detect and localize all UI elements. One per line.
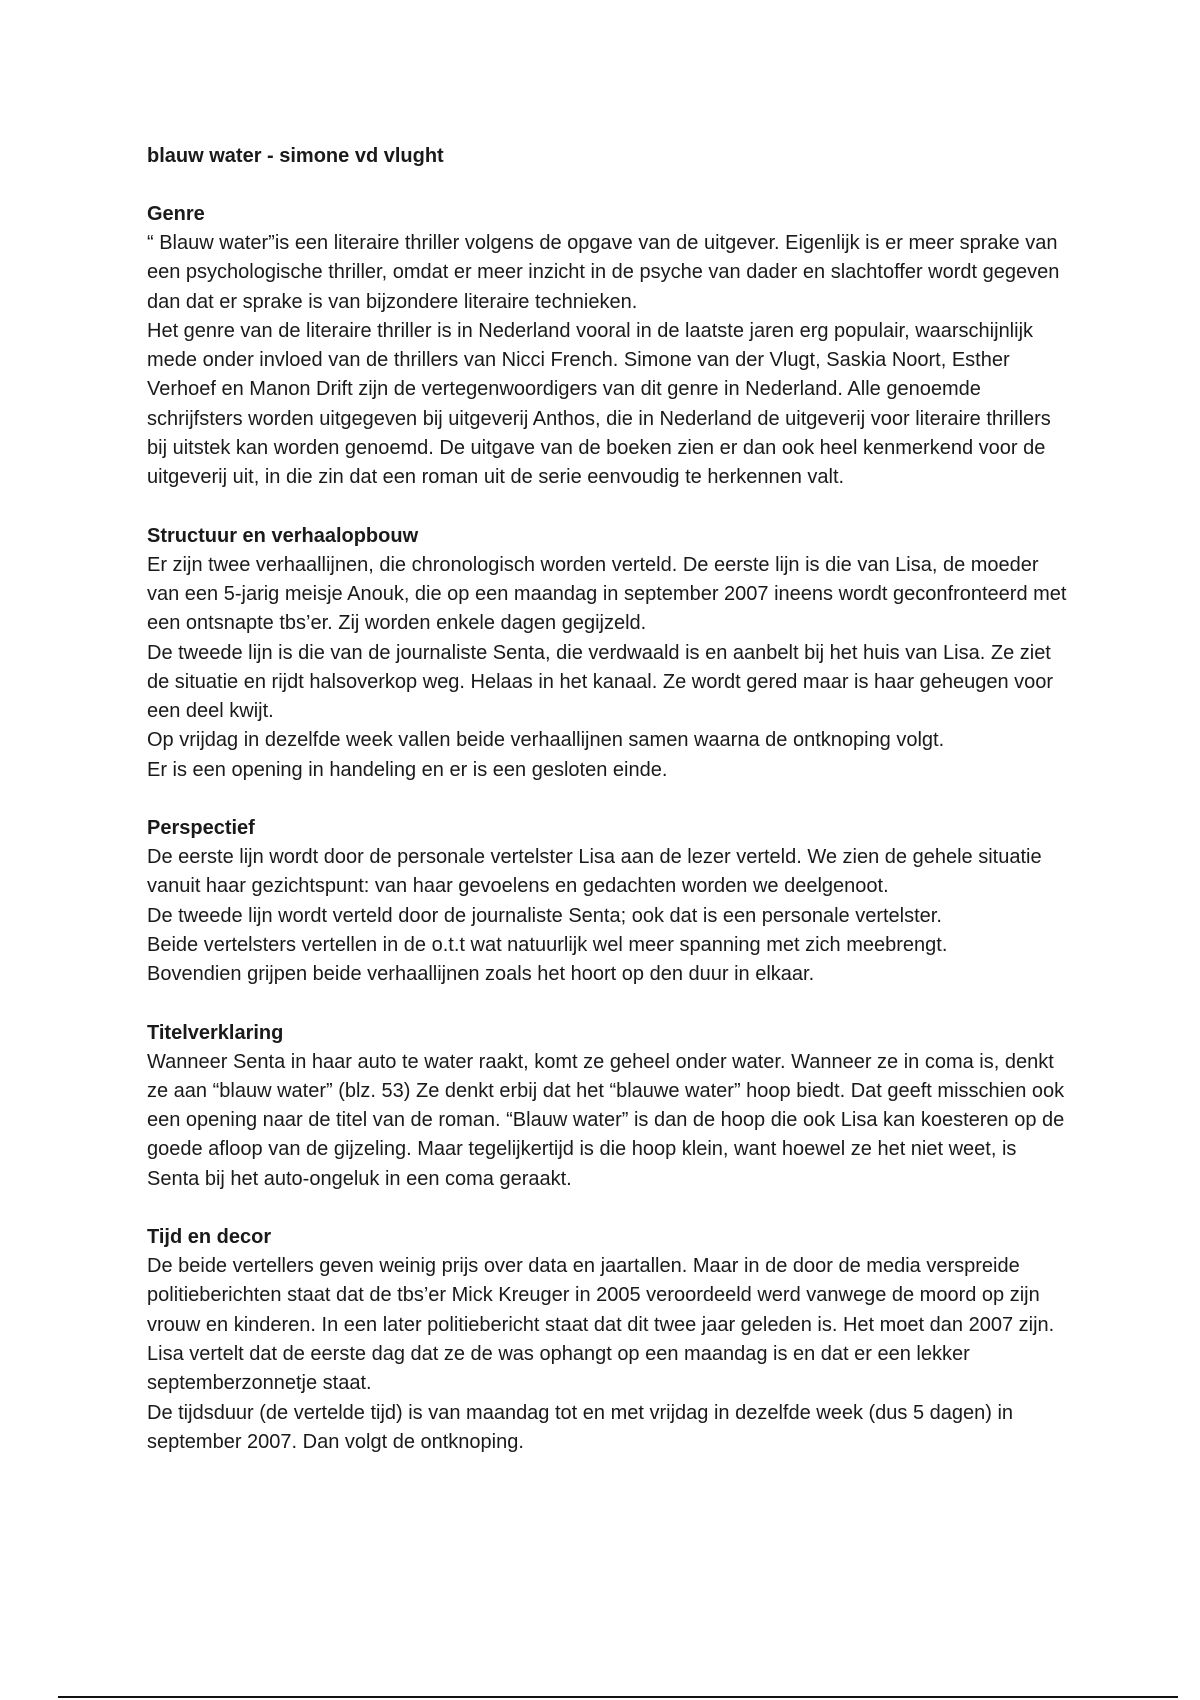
section-paragraph: De eerste lijn wordt door de personale vertelster Lisa aan de lezer verteld. We zien de gehele situatie vanuit haar gezichtspunt: van haar gevoelens en gedachten worden we deelgenoot. bbox=[147, 846, 1042, 898]
section-heading: Perspectief bbox=[147, 817, 255, 840]
section-paragraph: De tweede lijn wordt verteld door de journaliste Senta; ook dat is een personale vertelster. bbox=[147, 904, 942, 927]
section-paragraph: De tweede lijn is die van de journaliste Senta, die verdwaald is en aanbelt bij het huis van Lisa. Ze ziet de situatie en rijdt halsoverkop weg. Helaas in het kanaal. Ze wordt gered maar is haar geheugen voor een deel kwijt. bbox=[147, 641, 1054, 723]
section-body bbox=[147, 1048, 1067, 1194]
section-body bbox=[147, 843, 1067, 989]
section-body bbox=[147, 1252, 1067, 1457]
section-body bbox=[147, 551, 1067, 785]
section-paragraph: Op vrijdag in dezelfde week vallen beide verhaallijnen samen waarna de ontknoping volgt. bbox=[147, 729, 945, 752]
section-paragraph: Bovendien grijpen beide verhaallijnen zoals het hoort op den duur in elkaar. bbox=[147, 963, 815, 986]
document-page bbox=[147, 142, 1067, 1486]
section-heading: Tijd en decor bbox=[147, 1226, 272, 1249]
page-bottom-divider bbox=[58, 1696, 1178, 1698]
section-paragraph: De beide vertellers geven weinig prijs over data en jaartallen. Maar in de door de media verspreide politieberichten staat dat de tbs’er Mick Kreuger in 2005 veroordeeld werd vanwege de moord op zijn vrouw en kinderen. In een later politiebericht staat dat dit twee jaar geleden is. Het moet dan 2007 zijn. Lisa vertelt dat de eerste dag dat ze de was ophangt op een maandag is en dat er een lekker septemberzonnetje staat. bbox=[147, 1255, 1055, 1395]
document-title: blauw water - simone vd vlught bbox=[147, 145, 444, 167]
section-paragraph: Er is een opening in handeling en er is een gesloten einde. bbox=[147, 758, 668, 781]
section-tijd-en-decor bbox=[147, 1223, 1067, 1457]
section-heading: Genre bbox=[147, 203, 205, 225]
section-structuur-en-verhaalopbouw bbox=[147, 522, 1067, 785]
section-titelverklaring bbox=[147, 1019, 1067, 1194]
section-heading: Structuur en verhaalopbouw bbox=[147, 524, 419, 547]
section-perspectief bbox=[147, 814, 1067, 989]
section-paragraph: “ Blauw water”is een literaire thriller volgens de opgave van de uitgever. Eigenlijk is er meer sprake van een psychologische thriller, omdat er meer inzicht in de psyche van dader en slachtoffer wordt gegeven dan dat er sprake is van bijzondere literaire technieken. bbox=[147, 232, 1060, 313]
section-paragraph: Beide vertelsters vertellen in de o.t.t wat natuurlijk wel meer spanning met zich meebrengt. bbox=[147, 933, 948, 956]
section-paragraph: De tijdsduur (de vertelde tijd) is van maandag tot en met vrijdag in dezelfde week (dus 5 dagen) in september 2007. Dan volgt de ontknoping. bbox=[147, 1401, 1014, 1453]
section-paragraph: Wanneer Senta in haar auto te water raakt, komt ze geheel onder water. Wanneer ze in coma is, denkt ze aan “blauw water” (blz. 53) Ze denkt erbij dat het “blauwe water” hoop biedt. Dat geeft misschien ook een opening naar de titel van de roman. “Blauw water” is dan de hoop die ook Lisa kan koesteren op de goede afloop van de gijzeling. Maar tegelijkertijd is die hoop klein, want hoewel ze het niet weet, is Senta bij het auto-ongeluk in een coma geraakt. bbox=[147, 1050, 1065, 1190]
section-paragraph: Het genre van de literaire thriller is in Nederland vooral in de laatste jaren erg populair, waarschijnlijk mede onder invloed van de thrillers van Nicci French. Simone van der Vlugt, Saskia Noort, Esther Verhoef en Manon Drift zijn de vertegenwoordigers van dit genre in Nederland. Alle genoemde schrijfsters worden uitgegeven bij uitgeverij Anthos, die in Nederland de uitgeverij voor literaire thrillers bij uitstek kan worden genoemd. De uitgave van de boeken zien er dan ook heel kenmerkend voor de uitgeverij uit, in die zin dat een roman uit de serie eenvoudig te herkennen valt. bbox=[147, 319, 1051, 489]
section-body bbox=[147, 229, 1067, 493]
document-sections bbox=[147, 200, 1067, 1457]
section-genre bbox=[147, 200, 1067, 493]
section-paragraph: Er zijn twee verhaallijnen, die chronologisch worden verteld. De eerste lijn is die van Lisa, de moeder van een 5-jarig meisje Anouk, die op een maandag in september 2007 ineens wordt geconfronteerd met een ontsnapte tbs’er. Zij worden enkele dagen gegijzeld. bbox=[147, 553, 1067, 635]
section-heading: Titelverklaring bbox=[147, 1021, 284, 1044]
